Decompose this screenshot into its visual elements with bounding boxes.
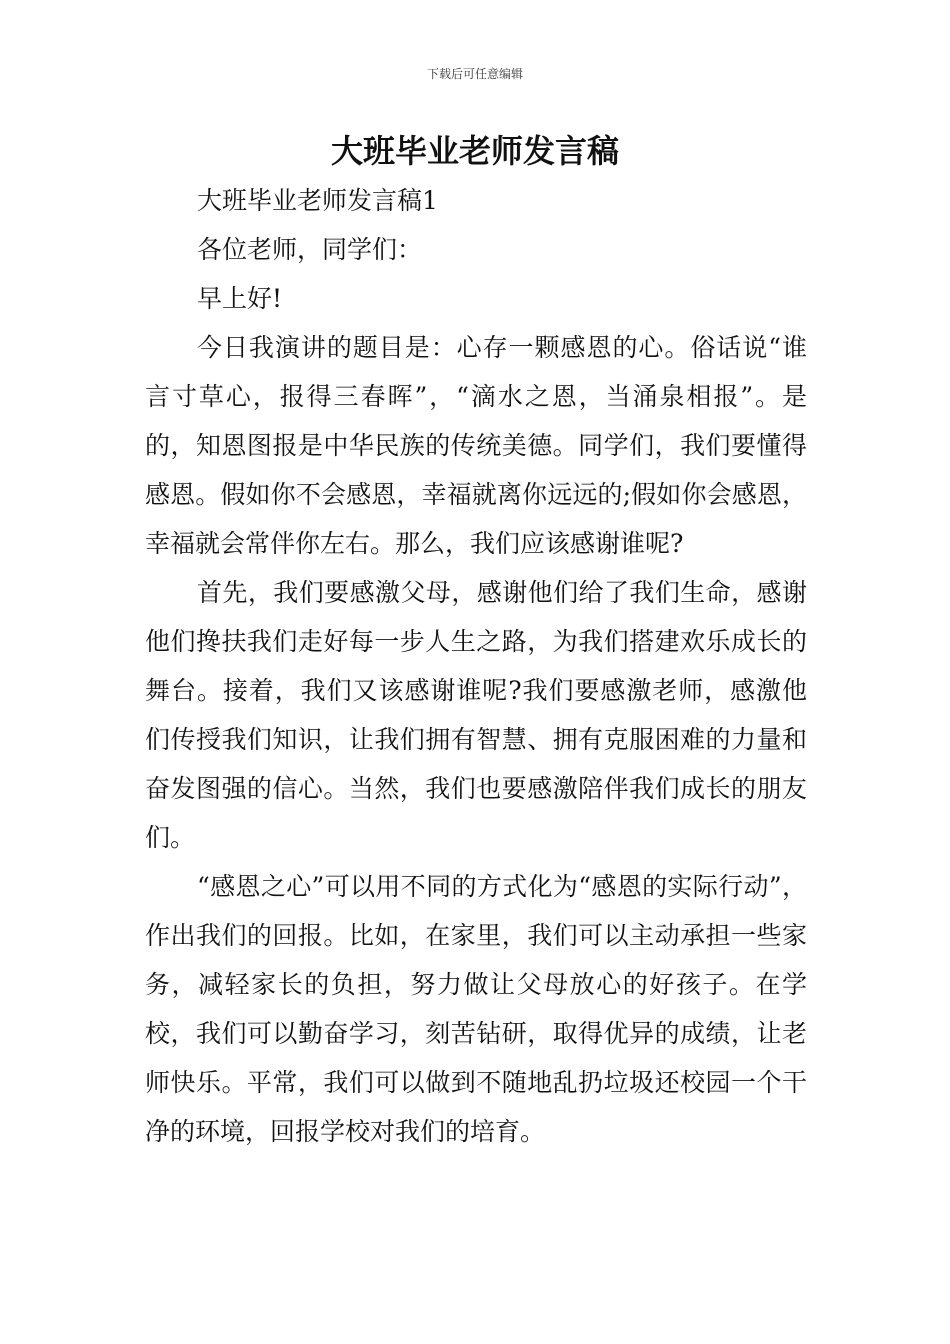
body-paragraph: 首先，我们要感激父母，感谢他们给了我们生命，感谢他们搀扶我们走好每一步人生之路，为我们搭建欢乐成长的舞台。接着，我们又该感谢谁呢?我们要感激老师，感激他们传授我们知识，让我们拥有智慧、拥有克服困难的力量和奋发图强的信心。当然，我们也要感激陪伴我们成长的朋友们。 xyxy=(145,578,807,852)
body-paragraph: “感恩之心”可以用不同的方式化为“感恩的实际行动”，作出我们的回报。比如，在家里，我们可以主动承担一些家务，减轻家长的负担，努力做让父母放心的好孩子。在学校，我们可以勤奋学习，刻苦钻研，取得优异的成绩，让老师快乐。平常，我们可以做到不随地乱扔垃圾还校园一个干净的环境，回报学校对我们的培育。 xyxy=(145,872,807,1146)
document-body xyxy=(145,176,807,1156)
subtitle-paragraph: 大班毕业老师发言稿1 xyxy=(197,186,438,215)
header-note: 下载后可任意编辑 xyxy=(426,67,523,81)
document-title: 大班毕业老师发言稿 xyxy=(330,132,619,170)
greeting-paragraph: 早上好! xyxy=(197,284,283,313)
body-paragraph: 今日我演讲的题目是：心存一颗感恩的心。俗话说“谁言寸草心，报得三春晖”，“滴水之恩，当涌泉相报”。是的，知恩图报是中华民族的传统美德。同学们，我们要懂得感恩。假如你不会感恩，幸福就离你远远的;假如你会感恩，幸福就会常伴你左右。那么，我们应该感谢谁呢? xyxy=(145,333,807,558)
salutation-paragraph: 各位老师，同学们： xyxy=(197,235,423,264)
